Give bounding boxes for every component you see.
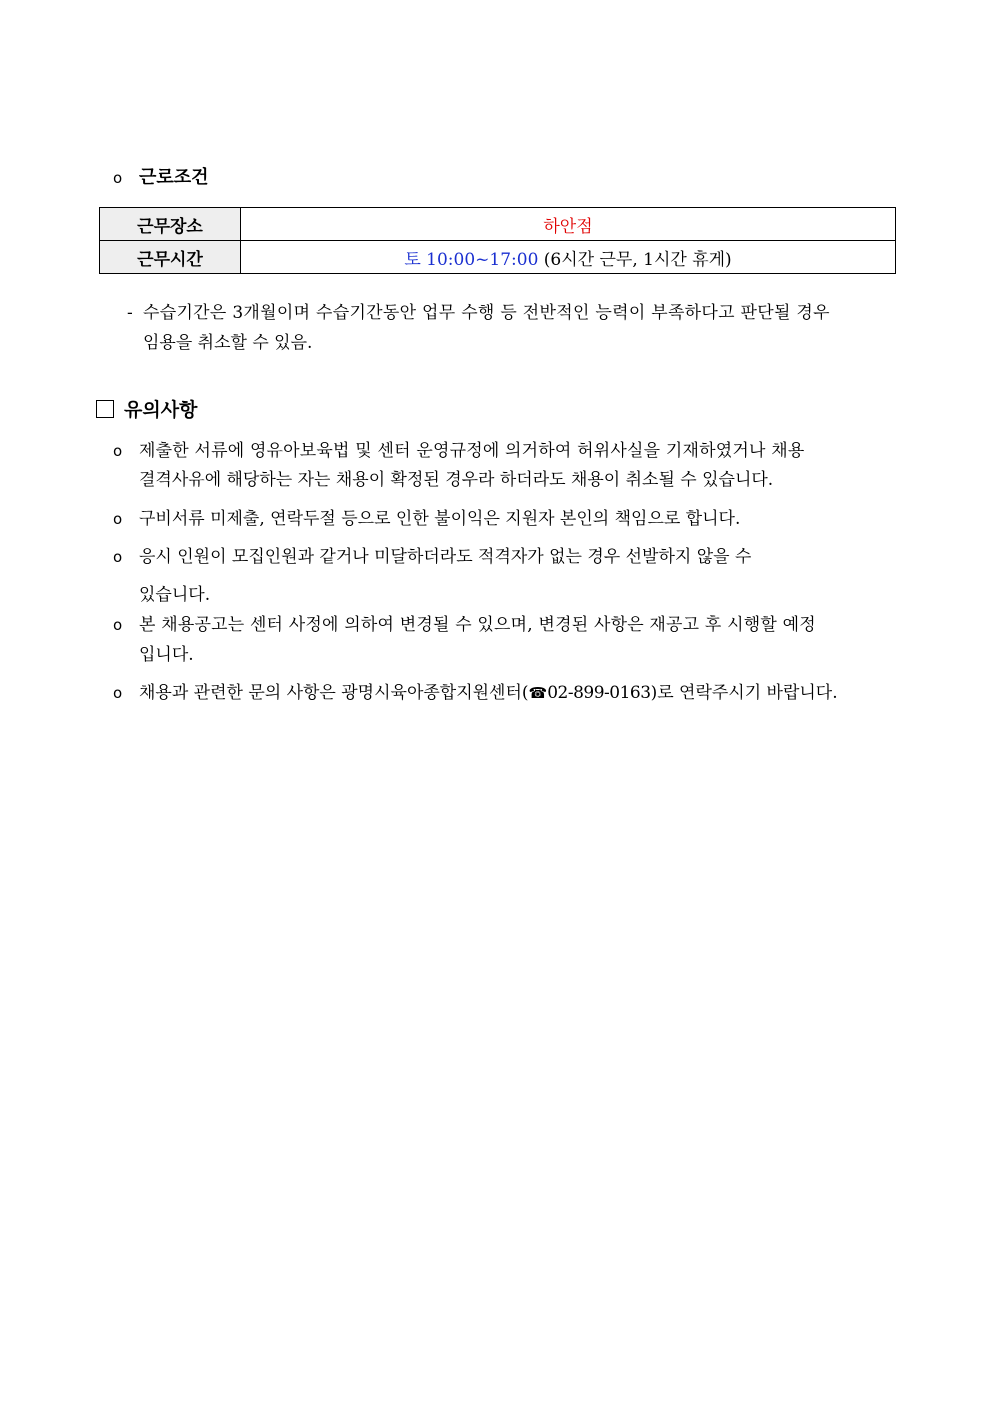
work-time: 10:00~17:00 xyxy=(426,249,539,270)
table-row xyxy=(100,241,896,274)
phone-icon: ☎ xyxy=(528,684,548,702)
bullet-icon: o xyxy=(113,510,123,528)
precaution-item xyxy=(113,542,751,572)
precaution-text: 본 채용공고는 센터 사정에 의하여 변경될 수 있으며, 변경된 사항은 재공고 후 시행할 예정 xyxy=(139,615,816,635)
precautions-heading xyxy=(96,395,197,422)
probation-note-text2: 임용을 취소할 수 있음. xyxy=(143,333,313,353)
bullet-icon: o xyxy=(113,169,123,187)
precaution-text: 결격사유에 해당하는 자는 채용이 확정된 경우라 하더라도 채용이 취소될 수 있습니다. xyxy=(139,470,774,490)
work-conditions-table xyxy=(99,207,896,274)
probation-note-line1 xyxy=(127,298,830,323)
precaution-item xyxy=(113,610,816,640)
work-place-value: 하안점 xyxy=(241,208,896,241)
precaution-text: 제출한 서류에 영유아보육법 및 센터 운영규정에 의거하여 허위사실을 기재하였거나 채용 xyxy=(139,441,805,461)
work-hours-label: 근무시간 xyxy=(100,241,241,274)
precaution-item xyxy=(113,436,804,466)
work-conditions-title: 근로조건 xyxy=(139,167,209,188)
precaution-text: 구비서류 미제출, 연락두절 등으로 인한 불이익은 지원자 본인의 책임으로 합니다. xyxy=(139,509,741,529)
contact-phone: 02-899-0163 xyxy=(547,683,651,703)
work-day: 토 xyxy=(404,249,421,270)
precautions-title: 유의사항 xyxy=(124,399,198,421)
precaution-item xyxy=(113,504,740,534)
precaution-item-cont xyxy=(139,580,210,610)
precaution-text: 입니다. xyxy=(139,645,194,665)
precaution-text: 있습니다. xyxy=(139,585,211,605)
precaution-item-cont xyxy=(139,465,773,495)
precaution-item-cont xyxy=(139,640,194,670)
precaution-text: 채용과 관련한 문의 사항은 광명시육아종합지원센터( xyxy=(139,683,529,703)
probation-note-text1: 수습기간은 3개월이며 수습기간동안 업무 수행 등 전반적인 능력이 부족하다고 판단될 경우 xyxy=(143,303,830,323)
note-dash: - xyxy=(127,303,133,323)
bullet-icon: o xyxy=(113,616,123,634)
precaution-text: )로 연락주시기 바랍니다. xyxy=(650,683,838,703)
work-hours-value xyxy=(241,241,896,274)
bullet-icon: o xyxy=(113,442,123,460)
work-place-label: 근무장소 xyxy=(100,208,241,241)
checkbox-square-icon xyxy=(96,400,114,418)
work-conditions-heading xyxy=(113,163,209,189)
probation-note-line2 xyxy=(143,328,312,353)
bullet-icon: o xyxy=(113,548,123,566)
precaution-text: 응시 인원이 모집인원과 같거나 미달하더라도 적격자가 없는 경우 선발하지 않을 수 xyxy=(139,547,752,567)
precaution-item xyxy=(113,678,838,708)
table-row xyxy=(100,208,896,241)
bullet-icon: o xyxy=(113,684,123,702)
work-hours-note: (6시간 근무, 1시간 휴게) xyxy=(543,249,732,270)
